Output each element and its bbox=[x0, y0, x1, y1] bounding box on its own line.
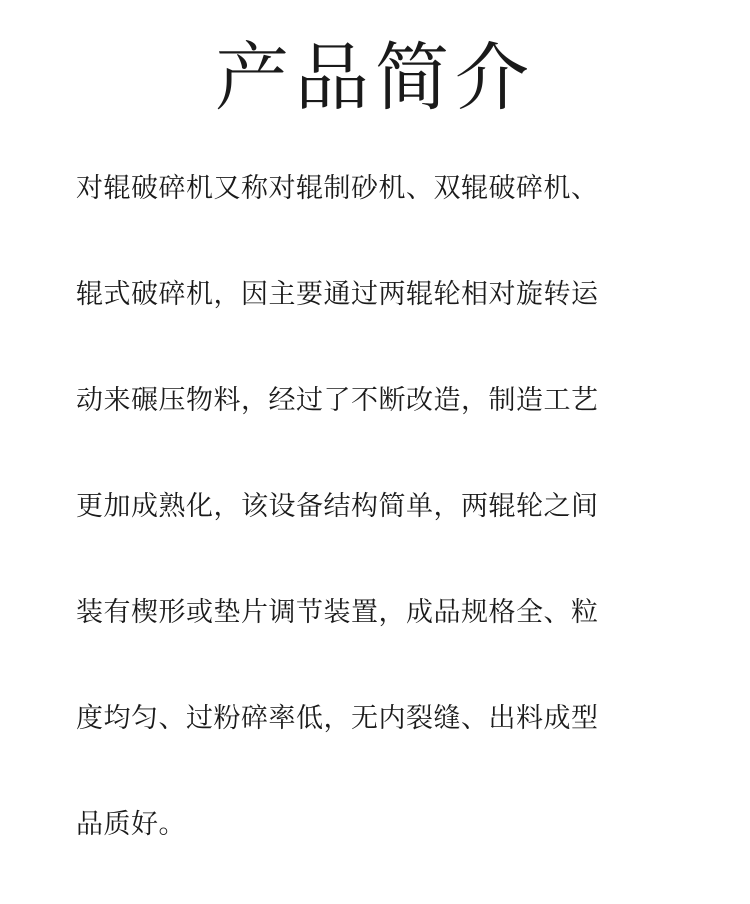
paragraph-line-7: 品质好。 bbox=[76, 809, 186, 840]
paragraph-line-3: 动来碾压物料，经过了不断改造，制造工艺 bbox=[76, 385, 599, 416]
page-title: 产品简介 bbox=[215, 35, 535, 121]
paragraph-line-6: 度均匀、过粉碎率低，无内裂缝、出料成型 bbox=[76, 703, 599, 734]
paragraph-line-2: 辊式破碎机，因主要通过两辊轮相对旋转运 bbox=[76, 279, 599, 310]
paragraph-line-1: 对辊破碎机又称对辊制砂机、双辊破碎机、 bbox=[76, 173, 599, 204]
intro-paragraph bbox=[76, 162, 676, 904]
paragraph-line-5: 装有楔形或垫片调节装置，成品规格全、粒 bbox=[76, 597, 599, 628]
paragraph-line-4: 更加成熟化，该设备结构简单，两辊轮之间 bbox=[76, 491, 599, 522]
